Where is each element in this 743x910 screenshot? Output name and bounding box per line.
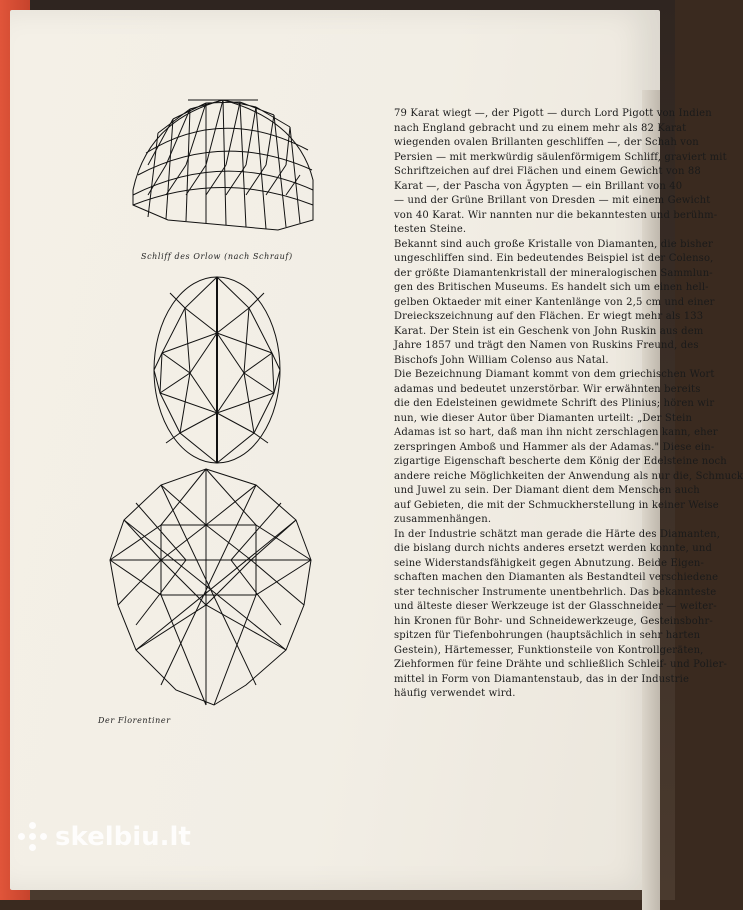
text-line: seine Widerstandsfähigkeit gegen Abnutzung. Beide Eigen- (394, 557, 705, 569)
text-line: Schriftzeichen auf drei Flächen und einem Gewicht von 88 (394, 166, 701, 177)
text-line: gelben Oktaeder mit einer Kantenlänge von 2,5 cm und einer (394, 296, 715, 308)
book-page (10, 10, 743, 890)
text-line: Persien — mit merkwürdig säulenförmigem Schliff, graviert mit (394, 151, 727, 163)
text-line: zusammenhängen. (394, 514, 492, 525)
text-line: schaften machen den Diamanten als Bestandteil verschiedene (394, 572, 719, 583)
text-line: Die Bezeichnung Diamant kommt von dem griechischen Wort (394, 369, 715, 380)
text-line: Karat —, der Pascha von Ägypten — ein Brillant von 40 (394, 180, 683, 192)
text-line: zerspringen Amboß und Hammer als der Adamas." Diese ein- (394, 441, 715, 453)
text-line: von 40 Karat. Wir nannten nur die bekanntesten und berühm- (394, 209, 718, 221)
text-line: zigartige Eigenschaft bescherte dem König der Edelsteine noch (394, 456, 727, 467)
text-line: Dreieckszeichnung auf den Flächen. Er wiegt mehr als 133 (394, 311, 704, 322)
text-line: die den Edelsteinen gewidmete Schrift des Plinius; hören wir (394, 398, 715, 409)
text-line: Karat. Der Stein ist ein Geschenk von John Ruskin aus dem (394, 325, 704, 337)
oval-brilliant-figure (150, 273, 285, 468)
text-line: nun, wie dieser Autor über Diamanten urteilt: „Der Stein (394, 412, 693, 424)
text-line: Jahre 1857 und trägt den Namen von Ruskins Freund, des (394, 340, 699, 351)
text-line: testen Steine. (394, 224, 467, 235)
text-line: der größte Diamantenkristall der mineralogischen Sammlun- (394, 267, 713, 279)
watermark (18, 822, 191, 852)
text-line: Adamas ist so hart, daß man ihn nicht zerschlagen kann, eher (394, 427, 718, 438)
body-text-column (394, 107, 743, 702)
text-line: Bischofs John William Colenso aus Natal. (394, 354, 609, 366)
watermark-dots-icon (18, 822, 48, 852)
text-line: und älteste dieser Werkzeuge ist der Glasschneider — weiter- (394, 601, 717, 612)
text-line: In der Industrie schätzt man gerade die Härte des Diamanten, (394, 528, 721, 540)
text-line: nach England gebracht und zu einem mehr als 82 Karat (394, 122, 687, 134)
text-line: — und der Grüne Brillant von Dresden — mit einem Gewicht (394, 195, 711, 206)
text-line: Ziehformen für feine Drähte und schließlich Schleif- und Polier- (394, 659, 728, 670)
text-line: gen des Britischen Museums. Es handelt sich um einen hell- (394, 282, 709, 293)
orlow-caption: Schliff des Orlow (nach Schrauf) (141, 252, 293, 261)
text-line: wiegenden ovalen Brillanten geschliffen —, der Schah von (394, 137, 699, 148)
text-line: ungeschliffen sind. Ein bedeutendes Beispiel ist der Colenso, (394, 253, 714, 264)
text-line: mittel in Form von Diamantenstaub, das in der Industrie (394, 673, 690, 685)
text-line: hin Kronen für Bohr- und Schneidewerkzeuge, Gesteinsbohr- (394, 615, 713, 627)
text-line: Bekannt sind auch große Kristalle von Diamanten, die bisher (394, 238, 713, 250)
text-line: auf Gebieten, die mit der Schmuckherstellung in keiner Weise (394, 499, 719, 511)
florentiner-diamond-figure (106, 465, 311, 710)
text-line: spitzen für Tiefenbohrungen (hauptsächlich in sehr harten (394, 630, 701, 641)
text-line: 79 Karat wiegt —, der Pigott — durch Lord Pigott von Indien (394, 108, 712, 119)
text-line: häufig verwendet wird. (394, 688, 516, 699)
text-line: adamas und bedeutet unzerstörbar. Wir erwähnten bereits (394, 383, 701, 395)
text-line: andere reiche Möglichkeiten der Anwendung als nur die, Schmuck (394, 470, 743, 482)
watermark-text: skelbiu.lt (55, 822, 191, 852)
text-line: Gestein), Härtemesser, Funktionsteile von Kontrollgeräten, (394, 644, 704, 656)
orlow-diamond-figure (128, 95, 318, 245)
text-line: ster technischer Instrumente unentbehrlich. Das bekannteste (394, 586, 717, 598)
text-line: die bislang durch nichts anderes ersetzt werden konnte, und (394, 543, 713, 554)
florentiner-caption: Der Florentiner (98, 716, 171, 725)
text-line: und Juwel zu sein. Der Diamant dient dem Menschen auch (394, 485, 700, 496)
